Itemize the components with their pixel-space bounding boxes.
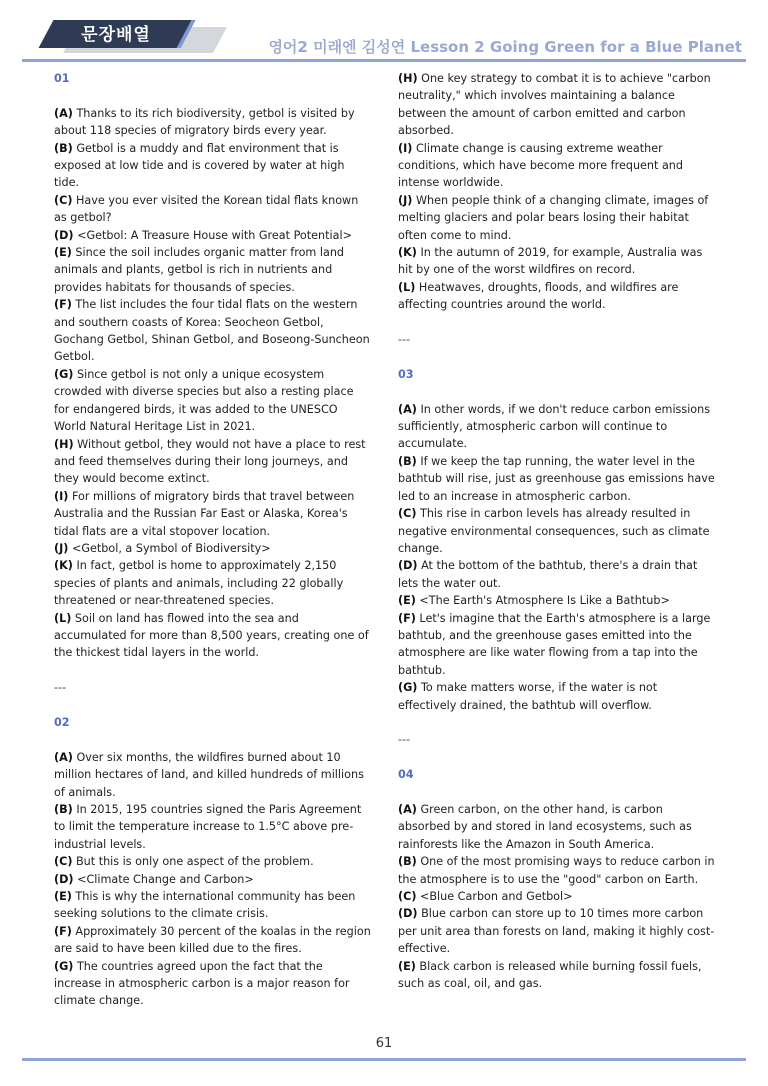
sentence-label: (J) [398, 193, 413, 207]
sentence-text: One key strategy to combat it is to achieve "carbon neutrality," which involves maintaining a balance between the amount of carbon emitted and carbon absorbed. [398, 72, 711, 138]
sentence-item [54, 923, 372, 958]
sentence-item [398, 610, 716, 680]
sentence-label: (G) [54, 959, 74, 973]
section-separator: --- [54, 681, 67, 695]
spacer [54, 87, 372, 104]
sentence-label: (E) [398, 959, 416, 973]
sentence-text: In fact, getbol is home to approximately 2,150 species of plants and animals, including 22 globally threatened or near-threatened species. [54, 559, 344, 608]
sentence-text: In other words, if we don't reduce carbon emissions sufficiently, atmospheric carbon will continue to accumulate. [398, 402, 711, 451]
sentence-label: (A) [54, 750, 73, 764]
sentence-item [398, 505, 716, 557]
section-separator: --- [398, 333, 411, 347]
sentence-item [398, 70, 716, 140]
sentence-label: (D) [398, 907, 418, 921]
sentence-item [398, 958, 716, 993]
sentence-item [398, 592, 716, 609]
section-number: 03 [398, 367, 414, 381]
sentence-label: (A) [398, 402, 417, 416]
sentence-item [398, 853, 716, 888]
sentence-label: (L) [54, 611, 72, 625]
sentence-label: (E) [54, 890, 72, 904]
spacer [398, 714, 716, 731]
sentence-item [54, 610, 372, 662]
sentence-label: (B) [398, 855, 417, 869]
sentence-label: (H) [398, 72, 418, 85]
sentence-label: (K) [54, 559, 73, 573]
sentence-text: Since the soil includes organic matter from land animals and plants, getbol is rich in nutrients and provides habitats for thousands of species. [54, 246, 345, 294]
sentence-text: Black carbon is released while burning fossil fuels, such as coal, oil, and gas. [398, 959, 702, 991]
sentence-item [398, 140, 716, 192]
spacer [54, 731, 372, 748]
sentence-label: (A) [54, 106, 73, 120]
sentence-text: Soil on land has flowed into the sea and accumulated for more than 8,500 years, creating one of the thickest tidal layers in the world. [54, 611, 369, 660]
page-header [0, 0, 768, 64]
right-column [398, 70, 716, 992]
header-tab-label: 문장배열 [81, 25, 151, 45]
sentence-text: In the autumn of 2019, for example, Australia was hit by one of the worst wildfires on record. [398, 246, 703, 277]
sentence-item [398, 557, 716, 592]
sentence-text: <The Earth's Atmosphere Is Like a Bathtub> [415, 594, 670, 608]
spacer [398, 784, 716, 801]
sentence-text: The countries agreed upon the fact that the increase in atmospheric carbon is a major reason for climate change. [54, 959, 350, 1008]
sentence-label: (B) [54, 141, 73, 155]
sentence-label: (D) [54, 228, 74, 242]
sentence-label: (F) [398, 611, 416, 625]
sentence-label: (B) [398, 454, 417, 468]
sentence-label: (F) [54, 298, 72, 312]
sentence-text: Climate change is causing extreme weather conditions, which have become more frequent and intense worldwide. [398, 141, 684, 190]
sentence-item [54, 488, 372, 540]
sentence-item [54, 749, 372, 801]
sentence-label: (C) [54, 855, 73, 869]
sentence-text: Since getbol is not only a unique ecosystem crowded with diverse species but also a resting place for endangered birds, it was added to the UNESCO World Natural Heritage List in 2021. [54, 367, 354, 434]
sentence-text: When people think of a changing climate, images of melting glaciers and polar bears losing their habitat often come to mind. [398, 193, 709, 242]
sentence-text: Approximately 30 percent of the koalas in the region are said to have been killed due to the fires. [54, 924, 371, 956]
sentence-item [54, 105, 372, 140]
sentence-item [54, 296, 372, 366]
sentence-label: (A) [398, 802, 417, 816]
sentence-text: At the bottom of the bathtub, there's a drain that lets the water out. [398, 559, 698, 590]
sentence-text: Green carbon, on the other hand, is carbon absorbed by and stored in land ecosystems, such as rainforests like the Amazon in South America. [398, 802, 692, 851]
sentence-text: <Blue Carbon and Getbol> [416, 890, 573, 903]
sentence-item [54, 958, 372, 1010]
sentence-item [54, 192, 372, 227]
sentence-item [54, 871, 372, 888]
sentence-item [54, 888, 372, 923]
section-number: 02 [54, 715, 70, 729]
sentence-item [398, 801, 716, 853]
sentence-text: One of the most promising ways to reduce carbon in the atmosphere is to use the "good" carbon on Earth. [398, 855, 715, 886]
sentence-label: (D) [398, 559, 418, 573]
left-column [54, 70, 372, 1010]
sentence-label: (F) [54, 924, 72, 938]
spacer [398, 348, 716, 365]
sentence-item [398, 888, 716, 905]
sentence-label: (I) [398, 141, 413, 155]
spacer [54, 662, 372, 679]
sentence-text: Heatwaves, droughts, floods, and wildfires are affecting countries around the world. [398, 280, 679, 312]
section-number: 04 [398, 768, 414, 782]
sentence-item [398, 279, 716, 314]
sentence-label: (I) [54, 489, 69, 503]
sentence-label: (C) [398, 507, 417, 521]
sentence-text: Getbol is a muddy and flat environment that is exposed at low tide and is covered by water at high tide. [54, 141, 345, 190]
sentence-item [398, 244, 716, 279]
section-separator: --- [398, 733, 411, 747]
sentence-item [54, 244, 372, 296]
sentence-label: (G) [54, 367, 74, 381]
sentence-text: But this is only one aspect of the problem. [72, 855, 314, 869]
sentence-label: (K) [398, 246, 417, 260]
sentence-text: If we keep the tap running, the water level in the bathtub will rise, just as greenhouse gas emissions have led to an increase in atmospheric carbon. [398, 454, 715, 503]
sentence-text: For millions of migratory birds that travel between Australia and the Russian Far East or Alaska, Korea's tidal flats are a vital stopover location. [54, 489, 355, 538]
sentence-label: (J) [54, 541, 69, 555]
sentence-text: Blue carbon can store up to 10 times more carbon per unit area than forests on land, making it highly cost-effective. [398, 907, 715, 956]
sentence-text: <Getbol: A Treasure House with Great Potential> [73, 228, 352, 242]
sentence-label: (G) [398, 681, 418, 695]
sentence-label: (H) [54, 437, 74, 451]
sentence-text: Over six months, the wildfires burned about 10 million hectares of land, and killed hundreds of millions of animals. [54, 750, 364, 799]
sentence-text: <Climate Change and Carbon> [73, 872, 254, 886]
sentence-item [54, 540, 372, 557]
sentence-label: (D) [54, 872, 74, 886]
sentence-item [54, 140, 372, 192]
sentence-text: Have you ever visited the Korean tidal flats known as getbol? [54, 193, 359, 225]
sentence-label: (C) [398, 890, 417, 903]
sentence-item [54, 853, 372, 870]
sentence-item [398, 401, 716, 453]
spacer [398, 314, 716, 331]
sentence-item [398, 453, 716, 505]
spacer [54, 697, 372, 714]
sentence-item [54, 557, 372, 609]
sentence-item [54, 366, 372, 436]
sentence-label: (B) [54, 803, 73, 816]
footer-divider [22, 1058, 746, 1061]
sentence-text: This rise in carbon levels has already resulted in negative environmental consequences, such as climate change. [398, 507, 710, 555]
header-title: 영어2 미래엔 김성연 Lesson 2 Going Green for a Blue Planet [268, 38, 742, 56]
sentence-text: To make matters worse, if the water is not effectively drained, the bathtub will overflow. [398, 681, 658, 712]
page-number: 61 [375, 1036, 393, 1051]
sentence-item [398, 192, 716, 244]
sentence-item [54, 801, 372, 853]
spacer [398, 383, 716, 400]
spacer [398, 749, 716, 766]
sentence-item [54, 436, 372, 488]
sentence-text: Let's imagine that the Earth's atmosphere is a large bathtub, and the greenhouse gases emitted into the atmosphere are like water flowing from a tap into the bathtub. [398, 611, 711, 677]
sentence-text: Thanks to its rich biodiversity, getbol is visited by about 118 species of migratory birds every year. [54, 106, 355, 138]
sentence-item [398, 905, 716, 957]
sentence-text: Without getbol, they would not have a place to rest and feed themselves during their long journeys, and they would become extinct. [54, 437, 366, 486]
sentence-label: (E) [54, 246, 72, 260]
sentence-item [54, 227, 372, 244]
header-divider [22, 59, 746, 62]
sentence-text: The list includes the four tidal flats on the western and southern coasts of Korea: Seocheon Getbol, Gochang Getbol, Shinan Getbol, and Boseong-Suncheon Getbol. [54, 298, 370, 364]
sentence-label: (E) [398, 594, 416, 608]
sentence-text: This is why the international community has been seeking solutions to the climate crisis. [54, 890, 356, 921]
section-number: 01 [54, 72, 70, 85]
sentence-item [398, 679, 716, 714]
sentence-label: (L) [398, 280, 416, 294]
sentence-text: <Getbol, a Symbol of Biodiversity> [68, 541, 271, 555]
sentence-text: In 2015, 195 countries signed the Paris Agreement to limit the temperature increase to 1.5°C above pre-industrial levels. [54, 803, 362, 851]
sentence-label: (C) [54, 193, 73, 207]
